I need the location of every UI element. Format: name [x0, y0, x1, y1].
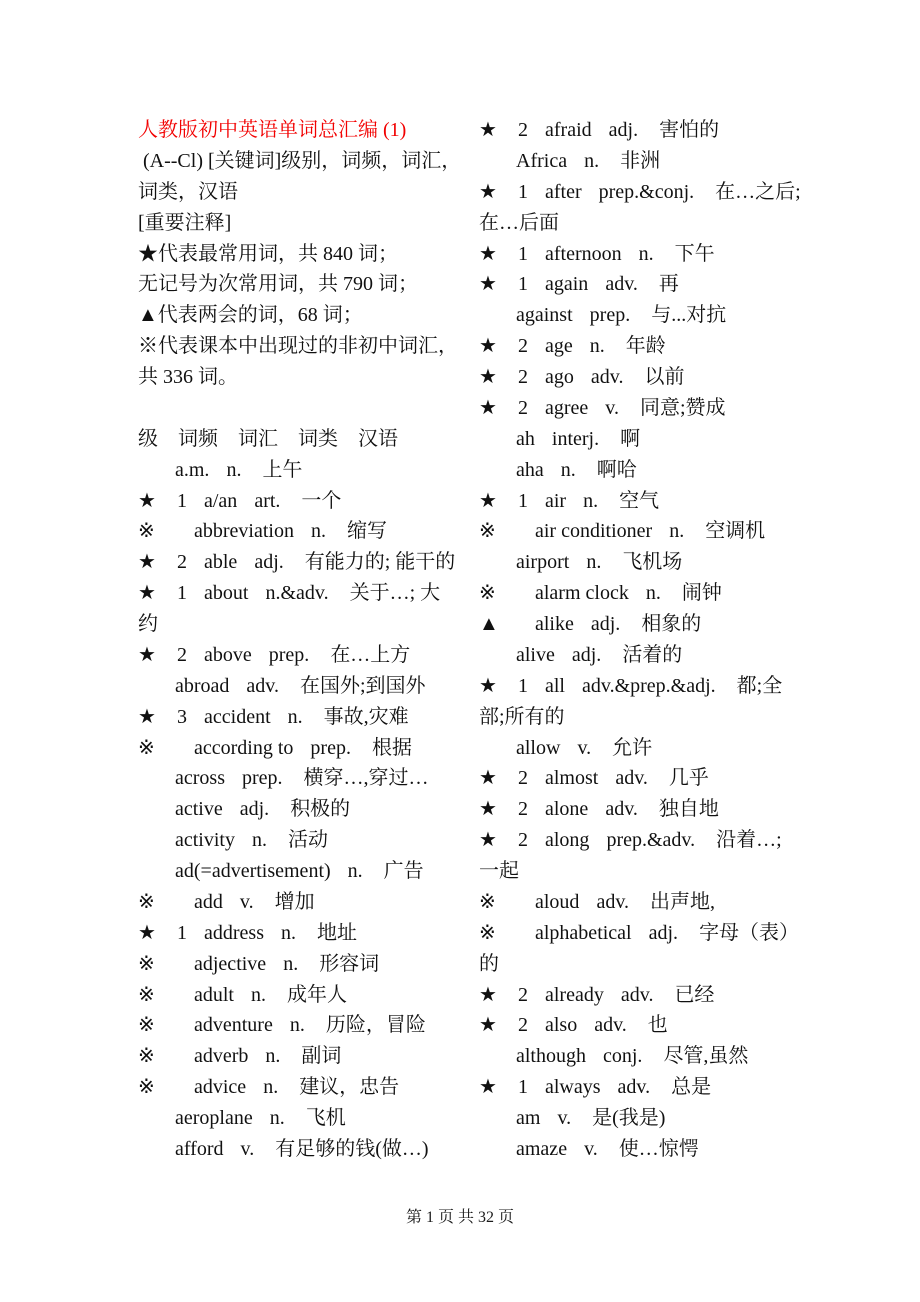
entry-pos: adj.: [590, 613, 621, 635]
entry-word: accident: [204, 705, 271, 728]
vocab-entry: [138, 1041, 479, 1072]
entry-symbol: ★: [479, 829, 497, 852]
entry-pos: n.: [310, 520, 326, 543]
entry-pos: prep.: [310, 736, 351, 759]
entry-gloss: 闹钟: [681, 582, 722, 605]
entry-symbol: ★: [479, 798, 497, 821]
entry-word: active: [175, 798, 223, 821]
entry-frequency: 1: [177, 489, 187, 512]
vocab-entry: [479, 547, 820, 578]
entry-symbol: ※: [138, 1045, 155, 1068]
entry-frequency: 1: [518, 180, 528, 203]
entry-frequency: 1: [518, 1076, 528, 1099]
vocab-entry: [138, 547, 479, 578]
vocab-entry: [138, 887, 479, 918]
entry-gloss: 在…上方: [330, 643, 411, 666]
vocab-entry: [479, 1072, 820, 1103]
vocab-entry: [479, 763, 820, 794]
vocab-entry: [138, 578, 479, 609]
entry-gloss: 害怕的: [659, 119, 720, 141]
entry-word: always: [545, 1076, 601, 1099]
entry-symbol: ※: [138, 983, 155, 1006]
entry-gloss: 独自地: [658, 798, 719, 821]
entry-pos: interj.: [551, 427, 600, 450]
vocab-entry: [138, 1072, 479, 1103]
entry-word: also: [545, 1014, 578, 1037]
vocab-entry: [138, 1134, 479, 1165]
entry-gloss: 有能力的; 能干的: [304, 551, 456, 574]
vocab-entry: [479, 1010, 820, 1041]
vocab-entry: [479, 887, 820, 918]
entry-continuation: 一起: [479, 860, 519, 882]
entry-pos: n.: [645, 582, 661, 605]
entry-gloss: 与...对抗: [651, 304, 727, 327]
entry-word: airport: [516, 551, 570, 574]
entry-frequency: 1: [177, 582, 187, 605]
entry-pos: adj.: [254, 551, 284, 574]
entry-pos: n.: [560, 458, 576, 481]
entry-gloss: 空调机: [705, 520, 766, 543]
vocab-entry: [138, 763, 479, 794]
entry-gloss: 飞机: [305, 1107, 346, 1129]
entry-pos: n.: [269, 1107, 285, 1129]
vocab-entry: [138, 918, 479, 949]
entry-pos: n.: [251, 829, 267, 852]
intro-line: (A--Cl) [关键词]级别，词频，词汇，: [138, 149, 462, 172]
entry-symbol: ※: [138, 952, 155, 975]
entry-word: aeroplane: [175, 1107, 253, 1129]
entry-symbol: ★: [479, 180, 497, 203]
entry-pos: adv.&prep.&adj.: [582, 674, 716, 697]
entry-symbol: ※: [138, 736, 155, 759]
entry-symbol: ★: [138, 551, 156, 574]
entry-symbol: ※: [479, 582, 496, 605]
entry-word: almost: [545, 767, 599, 790]
entry-gloss: 在国外;到国外: [300, 674, 426, 697]
vocab-entry: [138, 949, 479, 980]
intro-line: ※代表课本中出现过的非初中词汇，: [138, 335, 458, 358]
vocab-entry: [479, 516, 820, 547]
entry-pos: n.: [283, 952, 299, 975]
entry-gloss: 积极的: [290, 798, 351, 821]
entry-symbol: ★: [479, 335, 497, 358]
entry-frequency: 2: [518, 1014, 528, 1037]
entry-pos: adj.: [239, 798, 270, 821]
entry-word: age: [545, 335, 573, 358]
entry-word: alive: [516, 643, 555, 666]
doc-title: 人教版初中英语单词总汇编 (1): [138, 119, 407, 141]
vocab-entry: [479, 393, 820, 424]
intro-line: 共 336 词。: [138, 366, 238, 388]
vocab-entry: [479, 455, 820, 486]
entry-word: agree: [545, 396, 589, 419]
entry-gloss: 上午: [262, 458, 303, 481]
entry-frequency: 2: [518, 335, 528, 358]
entry-word: activity: [175, 829, 235, 852]
entry-gloss: 缩写: [346, 520, 387, 543]
entry-word: afraid: [545, 119, 592, 141]
entry-pos: prep.: [589, 304, 631, 327]
vocab-entry: [479, 424, 820, 455]
entry-frequency: 2: [177, 551, 187, 574]
vocab-entry: [138, 640, 479, 671]
entry-symbol: ※: [138, 1076, 155, 1099]
entry-pos: n.: [589, 335, 605, 358]
entry-symbol: ※: [479, 890, 496, 913]
entry-word: alike: [535, 613, 574, 635]
entry-symbol: ★: [138, 705, 156, 728]
intro-line: 词类，汉语: [138, 180, 238, 203]
entry-gloss: 事故,灾难: [323, 705, 409, 728]
entry-word: adult: [194, 983, 234, 1006]
vocab-entry: [479, 239, 820, 270]
entry-word: aha: [516, 458, 544, 481]
entry-pos: n.: [263, 1076, 279, 1099]
entry-word: address: [204, 921, 264, 944]
vocab-entry: [479, 609, 820, 640]
vocab-entry: [479, 794, 820, 825]
entry-gloss: 空气: [619, 489, 660, 512]
entry-frequency: 1: [518, 242, 528, 265]
vocab-entry: [479, 733, 820, 764]
entry-pos: adj.: [648, 921, 679, 944]
entry-gloss: 啊: [620, 427, 641, 450]
entry-symbol: ★: [479, 1076, 497, 1099]
intro-line: [重要注释]: [138, 211, 232, 234]
entry-pos: v.: [584, 1137, 598, 1160]
entry-pos: v.: [239, 890, 254, 913]
entry-pos: adv.: [615, 767, 648, 790]
entry-word: against: [516, 304, 573, 327]
vocab-entry: [479, 980, 820, 1011]
entry-gloss: 沿着…;: [716, 829, 782, 852]
entry-gloss: 总是: [671, 1076, 712, 1099]
entry-symbol: ★: [479, 273, 497, 296]
entry-gloss: 允许: [612, 736, 653, 759]
vocab-entry: [479, 578, 820, 609]
entry-frequency: 1: [177, 921, 187, 944]
vocab-entry: [479, 177, 820, 208]
vocab-entry: [138, 794, 479, 825]
entry-gloss: 年龄: [625, 335, 666, 358]
entry-symbol: ★: [479, 767, 497, 790]
vocab-entry: [479, 671, 820, 702]
entry-pos: n.&adv.: [265, 582, 329, 605]
entry-gloss: 尽管,虽然: [663, 1045, 749, 1068]
vocab-entry: [479, 640, 820, 671]
entry-gloss: 建议，忠告: [299, 1076, 400, 1099]
entry-frequency: 1: [518, 489, 528, 512]
entry-pos: n.: [287, 705, 303, 728]
entry-gloss: 以前: [644, 366, 685, 388]
vocab-entry: [479, 269, 820, 300]
entry-pos: n.: [586, 551, 602, 574]
entry-pos: n.: [638, 242, 654, 265]
entry-pos: n.: [347, 860, 363, 882]
entry-word: along: [545, 829, 590, 852]
entry-symbol: ★: [138, 582, 156, 605]
entry-continuation: 约: [138, 613, 158, 635]
vocab-entry: [479, 115, 820, 146]
entry-pos: conj.: [603, 1045, 643, 1068]
entry-word: although: [516, 1045, 586, 1068]
vocab-entry: [138, 980, 479, 1011]
entry-gloss: 同意;赞成: [640, 396, 726, 419]
entry-symbol: ※: [138, 890, 155, 913]
intro-line: 无记号为次常用词，共 790 词；: [138, 273, 418, 296]
entry-frequency: 1: [518, 674, 528, 697]
blank-line: [138, 393, 479, 424]
entry-word: a.m.: [175, 458, 210, 481]
entry-word: already: [545, 983, 604, 1006]
vocab-entry: [138, 1103, 479, 1134]
vocab-entry: [479, 362, 820, 393]
vocab-entry: [479, 331, 820, 362]
entry-frequency: 2: [177, 643, 187, 666]
vocab-entry: [138, 486, 479, 517]
entry-pos: adv.: [246, 674, 279, 697]
vocab-entry: [479, 146, 820, 177]
entry-gloss: 几乎: [668, 767, 709, 790]
entry-gloss: 关于…; 大: [349, 582, 441, 605]
entry-pos: adv.: [590, 366, 624, 388]
entry-word: air: [545, 489, 567, 512]
entry-gloss: 也: [647, 1014, 668, 1037]
vocab-entry: [479, 1103, 820, 1134]
vocab-entry: [138, 1010, 479, 1041]
entry-symbol: ★: [479, 1014, 497, 1037]
entry-word: alphabetical: [535, 921, 632, 944]
entry-gloss: 在…之后;: [715, 180, 801, 203]
entry-gloss: 非洲: [620, 149, 661, 172]
entry-word: allow: [516, 736, 561, 759]
vocab-entry: [138, 733, 479, 764]
vocab-entry: [138, 455, 479, 486]
entry-word: aloud: [535, 890, 580, 913]
left-column: [138, 115, 479, 1165]
vocab-entry: [138, 671, 479, 702]
entry-symbol: ★: [479, 242, 497, 265]
entry-pos: adv.: [594, 1014, 627, 1037]
intro-line: ▲代表两会的词，68 词；: [138, 304, 363, 327]
entry-gloss: 有足够的钱(做…): [275, 1137, 429, 1160]
entry-frequency: 3: [177, 705, 187, 728]
entry-pos: adv.: [617, 1076, 651, 1099]
vocab-entry: [479, 918, 820, 949]
entry-frequency: 2: [518, 366, 528, 388]
entry-pos: adv.: [596, 890, 630, 913]
entry-word: alarm clock: [535, 582, 629, 605]
entry-pos: v.: [577, 736, 592, 759]
entry-pos: adv.: [605, 273, 638, 296]
entry-gloss: 活着的: [622, 643, 683, 666]
vocab-entry: [479, 1134, 820, 1165]
entry-symbol: ※: [479, 921, 496, 944]
entry-frequency: 2: [518, 829, 528, 852]
vocab-entry: [138, 856, 479, 887]
intro-line: ★代表最常用词，共 840 词；: [138, 242, 398, 265]
vocab-entry: [479, 1041, 820, 1072]
entry-gloss: 再: [658, 273, 679, 296]
entry-gloss: 增加: [274, 890, 315, 913]
entry-symbol: ★: [479, 674, 497, 697]
entry-pos: adj.: [571, 643, 602, 666]
entry-frequency: 2: [518, 119, 528, 141]
entry-word: amaze: [516, 1137, 568, 1160]
entry-gloss: 横穿…,穿过…: [303, 767, 429, 790]
entry-word: afternoon: [545, 242, 622, 265]
entry-continuation: 的: [479, 952, 499, 975]
entry-pos: n.: [289, 1014, 305, 1037]
entry-word: abbreviation: [194, 520, 294, 543]
vocab-entry: [479, 486, 820, 517]
entry-gloss: 啊哈: [596, 458, 637, 481]
entry-pos: v.: [605, 396, 619, 419]
entry-gloss: 相象的: [641, 613, 702, 635]
entry-gloss: 一个: [301, 489, 342, 512]
entry-word: able: [204, 551, 238, 574]
entry-pos: n.: [280, 921, 296, 944]
entry-word: adventure: [194, 1014, 273, 1037]
entry-gloss: 字母（表）: [699, 921, 800, 944]
entry-symbol: ★: [479, 489, 497, 512]
entry-symbol: ★: [479, 366, 497, 388]
entry-gloss: 使…惊愕: [618, 1137, 699, 1160]
vocab-entry: [138, 825, 479, 856]
entry-symbol: ★: [138, 489, 156, 512]
entry-word: abroad: [175, 674, 230, 697]
vocab-entry: [138, 516, 479, 547]
vocab-entry: [138, 702, 479, 733]
entry-word: advice: [194, 1076, 247, 1099]
entry-symbol: ★: [138, 921, 156, 944]
entry-pos: n.: [584, 149, 600, 172]
entry-gloss: 副词: [301, 1045, 342, 1068]
entry-pos: n.: [583, 489, 599, 512]
entry-pos: prep.&adv.: [606, 829, 696, 852]
entry-word: all: [545, 674, 565, 697]
vocab-entry: [479, 825, 820, 856]
entry-pos: n.: [669, 520, 685, 543]
entry-word: again: [545, 273, 589, 296]
entry-symbol: ★: [138, 643, 156, 666]
entry-gloss: 形容词: [319, 952, 380, 975]
entry-continuation: 部;所有的: [479, 705, 565, 728]
entry-pos: adv.: [605, 798, 638, 821]
entry-word: across: [175, 767, 225, 790]
entry-word: a/an: [204, 489, 238, 512]
entry-frequency: 2: [518, 767, 528, 790]
entry-pos: adj.: [608, 119, 639, 141]
entry-frequency: 2: [518, 396, 528, 419]
entry-word: add: [194, 890, 223, 913]
entry-word: about: [204, 582, 249, 605]
entry-pos: prep.: [268, 643, 310, 666]
entry-pos: prep.&conj.: [598, 180, 695, 203]
entry-gloss: 成年人: [287, 983, 347, 1006]
entry-word: according to: [194, 736, 294, 759]
entry-symbol: ▲: [479, 613, 499, 635]
vocab-entry: [479, 300, 820, 331]
entry-gloss: 历险，冒险: [325, 1014, 426, 1037]
entry-pos: art.: [254, 489, 281, 512]
entry-gloss: 活动: [287, 829, 328, 852]
entry-symbol: ★: [479, 396, 497, 419]
entry-frequency: 2: [518, 983, 528, 1006]
entry-symbol: ※: [138, 1014, 155, 1037]
entry-symbol: ※: [479, 520, 496, 543]
entry-gloss: 出声地,: [650, 890, 716, 913]
entry-frequency: 2: [518, 798, 528, 821]
entry-frequency: 1: [518, 273, 528, 296]
entry-word: ago: [545, 366, 574, 388]
entry-symbol: ★: [479, 119, 497, 141]
list-header: 级 词频 词汇 词类 汉语: [138, 427, 398, 450]
entry-word: afford: [175, 1137, 224, 1160]
entry-pos: prep.: [241, 767, 283, 790]
entry-gloss: 根据: [371, 736, 412, 759]
entry-word: am: [516, 1107, 541, 1129]
entry-continuation: 在…后面: [479, 211, 559, 234]
entry-pos: n.: [226, 458, 242, 481]
entry-word: Africa: [516, 149, 568, 172]
entry-word: ah: [516, 427, 535, 450]
entry-word: after: [545, 180, 582, 203]
entry-word: ad(=advertisement): [175, 860, 331, 882]
entry-word: above: [204, 643, 252, 666]
entry-pos: n.: [265, 1045, 281, 1068]
entry-gloss: 是(我是): [592, 1107, 666, 1129]
entry-gloss: 飞机场: [622, 551, 683, 574]
entry-word: alone: [545, 798, 589, 821]
entry-pos: n.: [251, 983, 266, 1006]
page-footer: 第 1 页 共 32 页: [405, 1209, 514, 1226]
entry-gloss: 地址: [316, 921, 357, 944]
entry-pos: v.: [240, 1137, 255, 1160]
entry-word: adverb: [194, 1045, 249, 1068]
entry-gloss: 都;全: [736, 674, 783, 697]
entry-gloss: 广告: [383, 860, 424, 882]
entry-word: adjective: [194, 952, 267, 975]
entry-pos: adv.: [620, 983, 654, 1006]
entry-gloss: 下午: [674, 242, 715, 265]
entry-symbol: ※: [138, 520, 155, 543]
right-column: [479, 115, 820, 1165]
entry-symbol: ★: [479, 983, 497, 1006]
entry-gloss: 已经: [674, 983, 715, 1006]
entry-pos: v.: [557, 1107, 572, 1129]
entry-word: air conditioner: [535, 520, 653, 543]
